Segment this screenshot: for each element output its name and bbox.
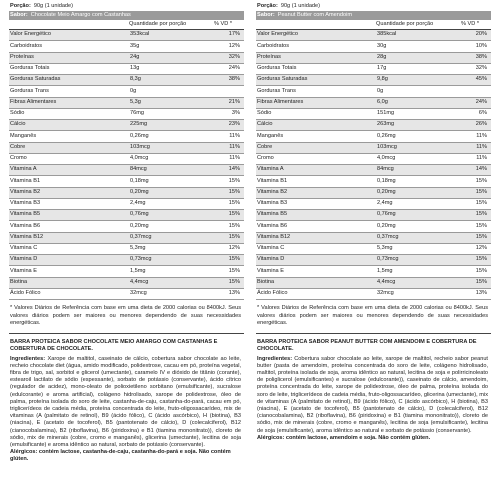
- nutrient-amount: 0,76mg: [130, 211, 149, 218]
- nutrient-daily-value: 15%: [228, 233, 240, 240]
- table-row: [9, 278, 244, 289]
- nutrient-amount: 0,26mg: [377, 132, 396, 139]
- nutrient-amount: 32mcg: [377, 290, 394, 297]
- table-column-header: [9, 20, 244, 30]
- nutrient-daily-value: 15%: [475, 267, 487, 274]
- nutrient-name: Gorduras Totais: [10, 65, 50, 72]
- nutrient-amount: 8,3g: [130, 76, 141, 83]
- table-row: [9, 154, 244, 165]
- portion-label: Porção:: [10, 2, 31, 9]
- ingredients-label: Ingredientes:: [10, 355, 46, 362]
- nutrient-amount: 0,20mg: [377, 222, 396, 229]
- nutrient-amount: 17g: [377, 65, 387, 72]
- nutrient-name: Vitamina B6: [257, 222, 288, 229]
- nutrient-daily-value: 11%: [229, 155, 240, 162]
- nutrient-daily-value: 13%: [228, 290, 240, 297]
- nutrient-daily-value: 15%: [475, 256, 487, 263]
- nutrient-name: Vitamina E: [10, 267, 37, 274]
- table-row: [256, 278, 491, 289]
- nutrient-name: Vitamina A: [257, 166, 284, 173]
- column-daily-value: % VD *: [214, 20, 233, 27]
- nutrient-name: Vitamina B2: [257, 188, 288, 195]
- table-row: [256, 86, 491, 97]
- nutrient-daily-value: 14%: [228, 166, 240, 173]
- nutrient-name: Vitamina B5: [257, 211, 288, 218]
- nutrient-name: Biotina: [257, 278, 275, 285]
- nutrient-daily-value: 12%: [228, 245, 240, 252]
- nutrient-daily-value: 24%: [228, 65, 240, 72]
- nutrient-amount: 1,5mg: [377, 267, 393, 274]
- nutrient-amount: 0,18mg: [130, 177, 149, 184]
- nutrient-name: Biotina: [10, 278, 28, 285]
- nutrient-daily-value: 11%: [476, 143, 487, 150]
- nutrient-daily-value: 15%: [475, 200, 487, 207]
- table-row: [256, 165, 491, 176]
- flavor-line: [256, 11, 491, 20]
- table-row: [9, 188, 244, 199]
- nutrient-name: Manganês: [257, 132, 284, 139]
- nutrient-name: Vitamina B2: [10, 188, 41, 195]
- portion-line: [256, 2, 491, 11]
- table-row: [256, 188, 491, 199]
- table-row: [9, 244, 244, 255]
- nutrient-amount: 4,4mcg: [130, 278, 149, 285]
- nutrient-amount: 13g: [130, 65, 140, 72]
- nutrient-name: Vitamina B1: [10, 177, 41, 184]
- nutrient-name: Vitamina D: [257, 256, 285, 263]
- flavor-line: [9, 11, 244, 20]
- nutrient-amount: 28g: [377, 53, 387, 60]
- nutrient-name: Vitamina B3: [10, 200, 41, 207]
- nutrient-daily-value: 15%: [475, 233, 487, 240]
- nutrient-amount: 2,4mg: [130, 200, 146, 207]
- flavor-label: Sabor:: [10, 11, 28, 18]
- nutrient-daily-value: 15%: [228, 222, 240, 229]
- nutrient-daily-value: 12%: [228, 42, 240, 49]
- nutrient-amount: 353kcal: [130, 31, 150, 38]
- nutrient-amount: 385kcal: [377, 31, 397, 38]
- nutrient-amount: 2,4mg: [377, 200, 393, 207]
- nutrient-amount: 0,20mg: [130, 188, 149, 195]
- table-row: [256, 199, 491, 210]
- nutrient-amount: 0,18mg: [377, 177, 396, 184]
- nutrient-name: Sódio: [257, 110, 272, 117]
- nutrient-daily-value: 15%: [475, 177, 487, 184]
- nutrient-name: Sódio: [10, 110, 25, 117]
- nutrient-daily-value: 12%: [475, 245, 487, 252]
- table-row: [256, 221, 491, 232]
- nutrient-daily-value: 26%: [475, 121, 487, 128]
- nutrient-amount: 6,0g: [377, 98, 388, 105]
- table-row: [9, 131, 244, 142]
- table-row: [9, 199, 244, 210]
- nutrient-amount: 103mcg: [130, 143, 150, 150]
- nutrient-name: Gorduras Saturadas: [257, 76, 308, 83]
- nutrient-name: Vitamina D: [10, 256, 38, 263]
- nutrient-amount: 84mcg: [377, 166, 394, 173]
- nutrient-amount: 5,3mg: [130, 245, 146, 252]
- nutrient-name: Gorduras Saturadas: [10, 76, 61, 83]
- nutrient-amount: 4,4mcg: [377, 278, 396, 285]
- nutrient-name: Cálcio: [257, 121, 273, 128]
- nutrient-daily-value: 32%: [475, 65, 487, 72]
- nutrient-name: Gorduras Totais: [257, 65, 297, 72]
- nutrient-amount: 0,76mg: [377, 211, 396, 218]
- table-row: [9, 109, 244, 120]
- nutrient-amount: 151mg: [377, 110, 395, 117]
- nutrient-name: Gorduras Trans: [10, 87, 49, 94]
- nutrient-daily-value: 11%: [476, 155, 487, 162]
- nutrient-amount: 263mg: [377, 121, 395, 128]
- nutrient-amount: 24g: [130, 53, 140, 60]
- nutrient-daily-value: 17%: [228, 31, 240, 38]
- flavor-label: Sabor:: [257, 11, 275, 18]
- flavor-value: Peanut Butter com Amendoim: [277, 11, 353, 18]
- nutrient-daily-value: 24%: [475, 98, 487, 105]
- portion-label: Porção:: [257, 2, 278, 9]
- ingredients-label: Ingredientes:: [257, 355, 293, 362]
- nutrient-name: Cobre: [10, 143, 26, 150]
- nutrient-name: Gorduras Trans: [257, 87, 296, 94]
- table-row: [9, 233, 244, 244]
- table-row: [256, 255, 491, 266]
- table-row: [9, 221, 244, 232]
- table-row: [9, 143, 244, 154]
- table-row: [9, 289, 244, 300]
- table-row: [9, 75, 244, 86]
- table-row: [9, 86, 244, 97]
- table-row: [256, 131, 491, 142]
- nutrient-daily-value: 20%: [475, 31, 487, 38]
- nutrient-daily-value: 3%: [231, 110, 240, 117]
- nutrient-daily-value: 38%: [228, 76, 240, 83]
- nutrient-daily-value: 21%: [228, 98, 240, 105]
- nutrient-daily-value: 15%: [475, 211, 487, 218]
- nutrient-daily-value: 11%: [229, 132, 240, 139]
- nutrient-daily-value: 6%: [478, 110, 487, 117]
- nutrient-daily-value: 15%: [475, 278, 487, 285]
- table-row: [256, 53, 491, 64]
- table-row: [256, 289, 491, 300]
- nutrition-table: [9, 30, 244, 300]
- table-row: [256, 109, 491, 120]
- nutrient-name: Vitamina B3: [257, 200, 288, 207]
- nutrient-daily-value: 15%: [475, 188, 487, 195]
- nutrient-amount: 103mcg: [377, 143, 397, 150]
- nutrient-name: Carboidratos: [257, 42, 290, 49]
- table-row: [9, 120, 244, 131]
- table-row: [256, 120, 491, 131]
- nutrient-amount: 84mcg: [130, 166, 147, 173]
- nutrient-daily-value: 15%: [475, 222, 487, 229]
- nutrient-daily-value: 11%: [476, 132, 487, 139]
- nutrient-amount: 0,37mcg: [377, 233, 399, 240]
- nutrient-name: Vitamina B6: [10, 222, 41, 229]
- nutrient-name: Valor Energético: [10, 31, 51, 38]
- nutrition-panel-right: [256, 2, 491, 442]
- table-row: [9, 30, 244, 41]
- table-row: [256, 41, 491, 52]
- table-row: [256, 30, 491, 41]
- nutrient-daily-value: 38%: [475, 53, 487, 60]
- nutrient-name: Vitamina B1: [257, 177, 288, 184]
- nutrient-name: Proteínas: [10, 53, 34, 60]
- portion-line: [9, 2, 244, 11]
- nutrient-daily-value: 15%: [228, 278, 240, 285]
- nutrient-amount: 9,8g: [377, 76, 388, 83]
- nutrient-name: Cobre: [257, 143, 273, 150]
- nutrient-daily-value: 15%: [228, 256, 240, 263]
- nutrient-amount: 0,73mcg: [130, 256, 152, 263]
- nutrition-panel-left: [9, 2, 244, 464]
- flavor-value: Chocolate Meio Amargo com Castanhas: [30, 11, 131, 18]
- allergens-text: Alérgicos: contém lactose, castanha-de-caju, castanha-do-pará e soja. Não contém glúten.: [10, 449, 231, 463]
- table-row: [256, 75, 491, 86]
- nutrient-amount: 4,0mcg: [377, 155, 396, 162]
- table-row: [9, 255, 244, 266]
- nutrient-daily-value: 11%: [229, 143, 240, 150]
- column-quantity: Quantidade por porção: [129, 20, 187, 27]
- nutrient-daily-value: 23%: [228, 121, 240, 128]
- nutrient-amount: 0g: [130, 87, 137, 94]
- nutrient-amount: 0,26mg: [130, 132, 149, 139]
- nutrient-amount: 0,20mg: [377, 188, 396, 195]
- nutrient-name: Cromo: [10, 155, 27, 162]
- nutrient-name: Proteínas: [257, 53, 281, 60]
- nutrient-name: Fibras Alimentares: [257, 98, 304, 105]
- nutrient-daily-value: 15%: [228, 200, 240, 207]
- nutrient-daily-value: 15%: [228, 267, 240, 274]
- nutrient-amount: 76mg: [130, 110, 144, 117]
- ingredients-paragraph: [9, 356, 244, 450]
- nutrient-name: Vitamina B12: [10, 233, 44, 240]
- nutrient-amount: 35g: [130, 42, 140, 49]
- table-row: [9, 53, 244, 64]
- table-row: [256, 64, 491, 75]
- column-daily-value: % VD *: [461, 20, 480, 27]
- nutrient-name: Vitamina C: [257, 245, 285, 252]
- table-column-header: [256, 20, 491, 30]
- nutrient-daily-value: 14%: [475, 166, 487, 173]
- nutrient-amount: 0,37mcg: [130, 233, 152, 240]
- portion-value: 90g (1 unidade): [280, 2, 321, 9]
- portion-value: 90g (1 unidade): [33, 2, 74, 9]
- nutrient-amount: 0,73mcg: [377, 256, 399, 263]
- daily-value-footnote: * Valores Diários de Referência com base em uma dieta de 2000 calorias ou 8400kJ. Seus valores diários podem ser maiores ou menores dependendo de suas necessidades energéticas.: [257, 305, 488, 327]
- nutrient-amount: 1,5mg: [130, 267, 146, 274]
- nutrient-name: Vitamina C: [10, 245, 38, 252]
- nutrient-amount: 0,20mg: [130, 222, 149, 229]
- nutrition-table: [256, 30, 491, 300]
- nutrient-name: Cálcio: [10, 121, 26, 128]
- table-row: [9, 266, 244, 277]
- nutrient-name: Vitamina A: [10, 166, 37, 173]
- nutrient-daily-value: 45%: [475, 76, 487, 83]
- nutrient-name: Carboidratos: [10, 42, 43, 49]
- nutrient-name: Vitamina E: [257, 267, 284, 274]
- table-row: [9, 210, 244, 221]
- nutrient-name: Ácido Fólico: [10, 290, 41, 297]
- nutrient-name: Ácido Fólico: [257, 290, 288, 297]
- column-quantity: Quantidade por porção: [376, 20, 434, 27]
- nutrient-daily-value: 10%: [475, 42, 487, 49]
- table-row: [256, 233, 491, 244]
- table-row: [9, 64, 244, 75]
- product-title: BARRA PROTEICA SABOR PEANUT BUTTER COM AMENDOIM E COBERTURA DE CHOCOLATE.: [257, 338, 477, 353]
- nutrient-daily-value: 15%: [228, 188, 240, 195]
- product-title: BARRA PROTEICA SABOR CHOCOLATE MEIO AMARGO COM CASTANHAS E COBERTURA DE CHOCOLATE.: [10, 338, 218, 353]
- daily-value-footnote: * Valores Diários de Referência com base em uma dieta de 2000 calorias ou 8400kJ. Seus valores diários podem ser maiores ou menores dependendo de suas necessidades energéticas.: [10, 305, 241, 327]
- nutrient-amount: 5,3g: [130, 98, 141, 105]
- nutrient-daily-value: 15%: [228, 177, 240, 184]
- table-row: [9, 41, 244, 52]
- nutrient-amount: 225mg: [130, 121, 148, 128]
- nutrient-amount: 5,3mg: [377, 245, 393, 252]
- nutrient-name: Fibras Alimentares: [10, 98, 57, 105]
- table-row: [9, 165, 244, 176]
- table-row: [256, 143, 491, 154]
- nutrient-daily-value: 15%: [228, 211, 240, 218]
- table-row: [9, 176, 244, 187]
- table-row: [256, 98, 491, 109]
- nutrient-daily-value: 32%: [228, 53, 240, 60]
- nutrient-amount: 0g: [377, 87, 384, 94]
- table-row: [256, 176, 491, 187]
- nutrient-amount: 4,0mcg: [130, 155, 149, 162]
- table-row: [9, 98, 244, 109]
- ingredients-text: Cobertura sabor chocolate ao leite, xarope de maltitol, recheio sabor peanut butter (pasta de amendoim, proteína concentrada do soro de leite, colágeno hidrolisado, maltitol, proteína isolada de soja, aroma idêntico ao natural, lecitina de soja e polirricinoleato de poliglicerol (emulsificantes) e sucralose (edulcorante)), caseinato de cálcio, amendoim, proteína concentrada do leite, xarope de polidextrose, óleo de palma, proteína isolada do soro de leite, triglicerídeos de cadeia média, fruto-oligossacarídeo, glicerina (umectante), mix de vitaminas (A (palmitato de retinol), B9 (ácido fólico), C (ácido ascórbico), H (biotina), B3 (niacina), E (acetato de tocoferol), B5 (pantotenato de cálcio), D (colecalciferol), B12 (cianocobalamina), B2 (riboflavina), B6 (piridoxina) e B1 (tiamina mononitrato)), cloreto de sódio, mix de minerais (cobre, cromo e manganês), lecitina de soja (emulsificante), lecitina de soja (emulsificante), aroma idêntico ao natural e sorbato de potássio (conservante).: [257, 355, 488, 434]
- nutrient-daily-value: 13%: [475, 290, 487, 297]
- table-row: [256, 210, 491, 221]
- nutrient-name: Manganês: [10, 132, 37, 139]
- table-row: [256, 244, 491, 255]
- ingredients-text: Xarope de maltitol, caseinato de cálcio, cobertura sabor chocolate ao leite, recheio chocolate diet (água, amido modificado, polidextrose, cacau em pó, proteína vegetal, fibra de trigo, sal, sorbitol e glicerol (umectante), caramelo IV e dióxido de titânio (corante), estearoil lactilato de sódio (espessante), sorbato de potássio (conservante), ácido cítrico (regulador de acidez), mono-oleato de polioxietileno sorbitano (emulsificante), sucralose (edulcorante) e aroma artificial), colágeno hidrolisado, xarope de polidextrose, óleo de palma, proteína isolada do soro de leite, castanha-de-caju, castanha-do-pará, cacau em pó, triglicerídeos de cadeia média, proteína concentrada do leite, fruto-oligossacarídeo, mix de vitaminas (A (palmitato de retinol), B9 (ácido fólico), C (ácido ascórbico), H (biotina), B3 (niacina), E (acetato de tocoferol), B5 (pantotenato de cálcio), D (colecalciferol), B12 (cianocobalamina), B2 (riboflavina), B6 (piridoxina) e B1 (tiamina mononitrato)), cloreto de sódio, mix de minerais (cobre, cromo e manganês), glicerina (umectante), lecitina de soja (emulsificante) e aroma idêntico ao natural, sorbato de potássio (conservante).: [10, 355, 241, 449]
- ingredients-paragraph: [256, 356, 491, 435]
- nutrient-amount: 32mcg: [130, 290, 147, 297]
- nutrient-name: Valor Energético: [257, 31, 298, 38]
- table-row: [256, 266, 491, 277]
- nutrient-name: Vitamina B12: [257, 233, 291, 240]
- nutrient-name: Cromo: [257, 155, 274, 162]
- nutrient-amount: 30g: [377, 42, 387, 49]
- table-row: [256, 154, 491, 165]
- nutrient-name: Vitamina B5: [10, 211, 41, 218]
- allergens-text: Alérgicos: contém lactose, amendoim e soja. Não contém glúten.: [257, 434, 431, 441]
